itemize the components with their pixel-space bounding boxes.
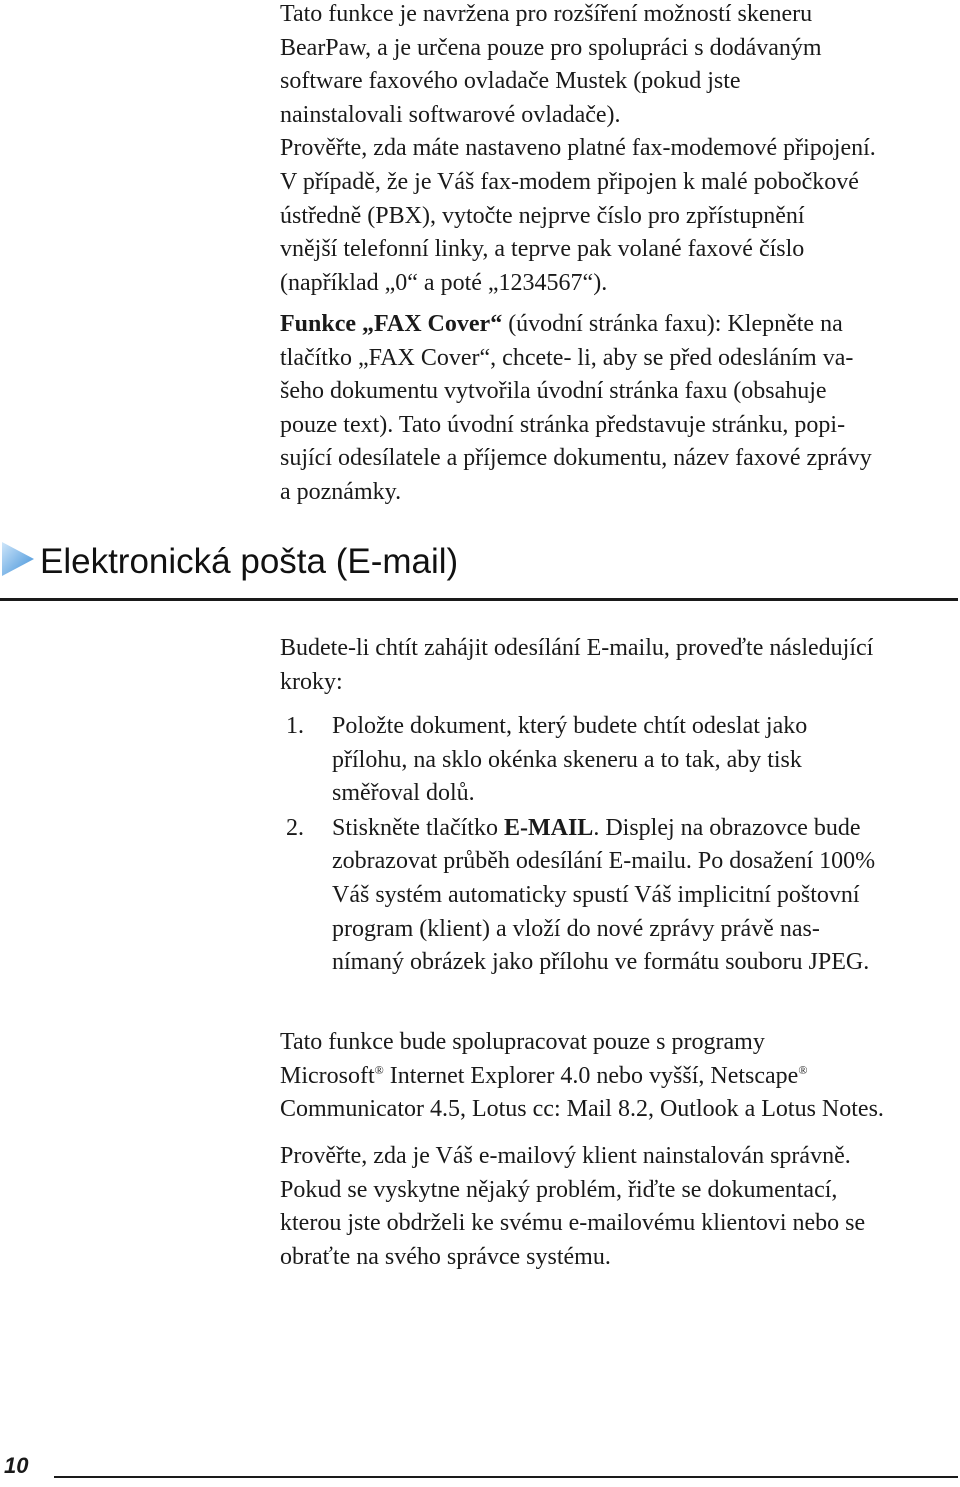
text-line: tlačítko „FAX Cover“, chcete- li, aby se před odesláním va- xyxy=(280,344,854,371)
email-intro-paragraph xyxy=(280,632,952,699)
page-footer xyxy=(0,1448,960,1487)
text-span: (úvodní stránka faxu): Klepněte na xyxy=(502,311,843,337)
text-line: V případě, že je Váš fax-modem připojen k malé pobočkové xyxy=(280,168,859,195)
text-line: Prověřte, zda je Váš e-mailový klient nainstalován správně. xyxy=(280,1143,851,1169)
section-divider xyxy=(0,598,958,601)
text-line: obraťte na svého správce systému. xyxy=(280,1243,611,1270)
arrow-right-icon xyxy=(2,542,34,576)
text-line: nainstalovali softwarové ovladače). xyxy=(280,101,621,128)
text-line: zobrazovat průběh odesílání E-mailu. Po dosažení 100% xyxy=(332,848,876,875)
text-line: ústředně (PBX), vytočte nejprve číslo pro zpřístupnění xyxy=(280,202,805,229)
text-line: Váš systém automaticky spustí Váš implicitní poštovní xyxy=(332,881,860,908)
text-line: Pokud se vyskytne nějaký problém, řiďte se dokumentací, xyxy=(280,1176,838,1203)
fax-cover-paragraph xyxy=(280,308,952,510)
compatibility-paragraph xyxy=(280,1026,952,1127)
email-steps-list xyxy=(280,710,952,980)
text-line: kterou jste obdrželi ke svému e-mailovému klientovi nebo se xyxy=(280,1210,866,1237)
email-section-heading xyxy=(0,536,960,604)
page-number: 10 xyxy=(4,1453,29,1478)
list-item xyxy=(280,710,952,811)
text-line xyxy=(280,1060,952,1094)
text-line xyxy=(280,308,952,342)
fax-driver-paragraph xyxy=(280,0,952,300)
step-number: 1. xyxy=(286,713,304,739)
list-item xyxy=(280,812,952,980)
client-check-paragraph xyxy=(280,1140,952,1274)
text-line: vnější telefonní linky, a teprve pak volané faxové číslo xyxy=(280,236,805,263)
text-line: směřoval dolů. xyxy=(332,780,475,807)
text-line: (například „0“ a poté „1234567“). xyxy=(280,269,608,296)
text-line: Tato funkce bude spolupracovat pouze s programy xyxy=(280,1029,765,1055)
step-number: 2. xyxy=(286,814,304,841)
text-span: Internet Explorer 4.0 nebo vyšší, Netscape xyxy=(383,1062,799,1089)
email-button-name: E-MAIL xyxy=(503,814,594,841)
text-line: Položte dokument, který budete chtít odeslat jako xyxy=(332,713,808,739)
registered-mark: ® xyxy=(374,1062,384,1077)
text-line: BearPaw, a je určena pouze pro spolupráci s dodávaným xyxy=(280,34,822,61)
text-line: Communicator 4.5, Lotus cc: Mail 8.2, Outlook a Lotus Notes. xyxy=(280,1096,884,1123)
text-line: program (klient) a vloží do nové zprávy právě nas- xyxy=(332,915,820,942)
fax-cover-term: Funkce „FAX Cover“ xyxy=(280,311,503,337)
text-span: Stiskněte tlačítko xyxy=(332,814,504,841)
text-line: a poznámky. xyxy=(280,478,402,505)
footer-divider xyxy=(54,1476,958,1478)
text-line: Budete-li chtít zahájit odesílání E-mailu, proveďte následující xyxy=(280,635,874,661)
text-line xyxy=(332,812,952,846)
text-span: . Displej na obrazovce bude xyxy=(593,814,861,841)
text-span: Microsoft xyxy=(280,1062,375,1089)
text-line: software faxového ovladače Mustek (pokud jste xyxy=(280,68,741,95)
text-line: pouze text). Tato úvodní stránka představuje stránku, popi- xyxy=(280,411,846,438)
text-line: nímaný obrázek jako přílohu ve formátu souboru JPEG. xyxy=(332,949,870,976)
text-line: sující odesílatele a příjemce dokumentu, název faxové zprávy xyxy=(280,445,872,472)
text-line: Prověřte, zda máte nastaveno platné fax-modemové připojení. xyxy=(280,135,876,162)
text-line: šeho dokumentu vytvořila úvodní stránka faxu (obsahuje xyxy=(280,378,827,405)
text-line: Tato funkce je navržena pro rozšíření možností skeneru xyxy=(280,1,813,27)
text-line: kroky: xyxy=(280,668,343,695)
text-line: přílohu, na sklo okénka skeneru a to tak, aby tisk xyxy=(332,746,802,773)
registered-mark: ® xyxy=(798,1062,808,1077)
section-title: Elektronická pošta (E-mail) xyxy=(40,542,459,581)
